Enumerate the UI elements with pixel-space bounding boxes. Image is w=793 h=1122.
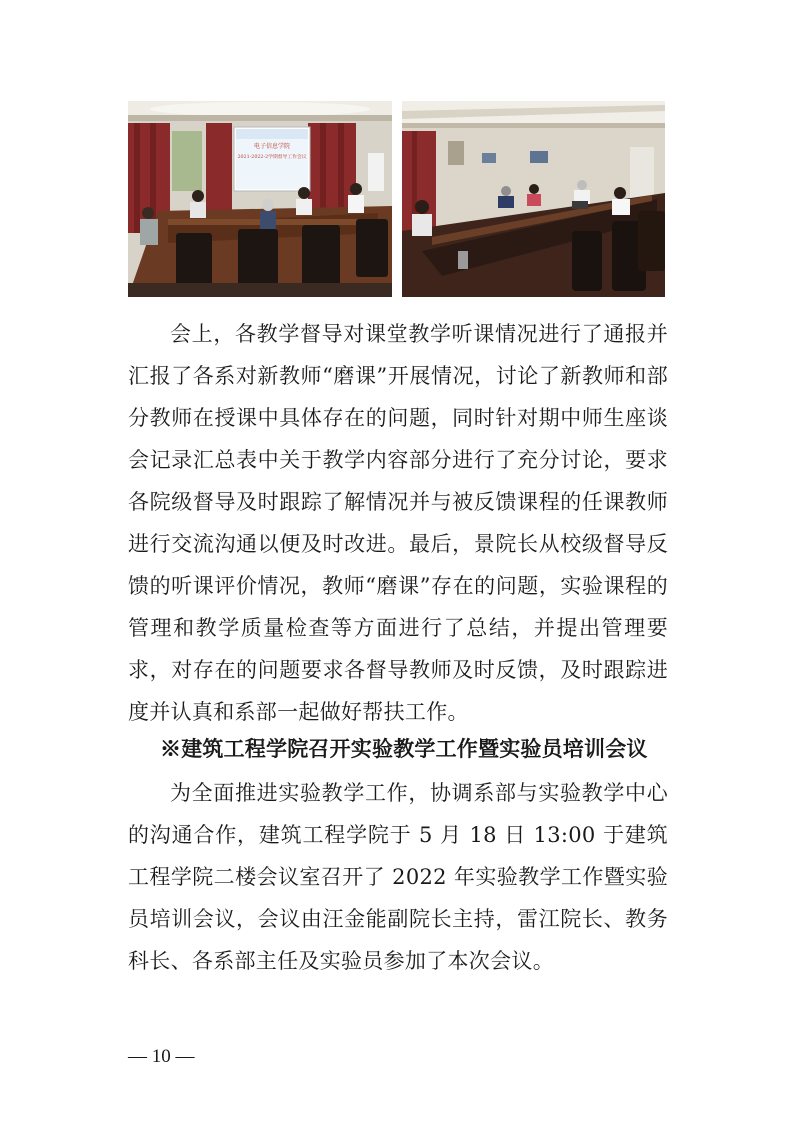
body-paragraph-2: 为全面推进实验教学工作，协调系部与实验教学中心的沟通合作，建筑工程学院于 5 月 18 日 13:00 于建筑工程学院二楼会议室召开了 2022 年实验教学工作暨实验员培训会议，会议由汪金能副院长主持，雷江院长、教务科长、各系部主任及实验员参加了本次会议。 <box>128 781 668 973</box>
meeting-room-left-image <box>128 101 392 297</box>
meeting-room-right-image <box>402 101 665 297</box>
section-heading: ※建筑工程学院召开实验教学工作暨实验员培训会议 <box>160 736 648 761</box>
slide-subtitle: 2021-2022-2学期督导工作会议 <box>237 155 307 160</box>
meeting-photo-right <box>402 101 665 297</box>
slide-title: 电子信息学院 <box>253 143 291 150</box>
body-paragraph-1: 会上，各教学督导对课堂教学听课情况进行了通报并汇报了各系对新教师“磨课”开展情况，讨论了新教师和部分教师在授课中具体存在的问题，同时针对期中师生座谈会记录汇总表中关于教学内容部分进行了充分讨论，要求各院级督导及时跟踪了解情况并与被反馈课程的任课教师进行交流沟通以便及时改进。最后，景院长从校级督导反馈的听课评价情况，教师“磨课”存在的问题，实验课程的管理和教学质量检查等方面进行了总结，并提出管理要求，对存在的问题要求各督导教师及时反馈，及时跟踪进度并认真和系部一起做好帮扶工作。 <box>128 322 668 724</box>
meeting-photo-left <box>128 101 392 297</box>
page-number: — 10 — <box>128 1046 195 1067</box>
